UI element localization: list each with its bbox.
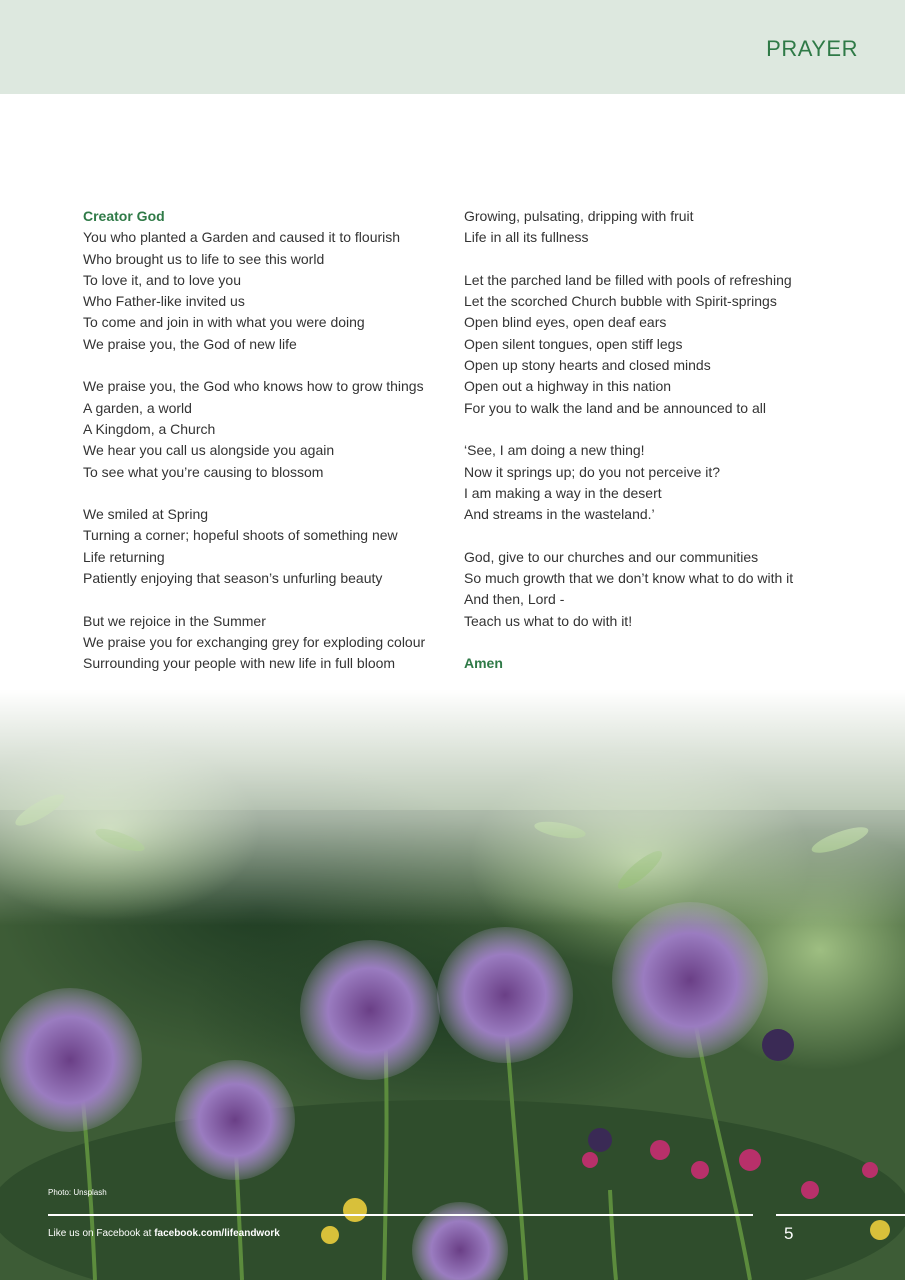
poem-line: Let the scorched Church bubble with Spirit-springs bbox=[464, 293, 777, 310]
stanza-break bbox=[464, 525, 864, 546]
garden-photo bbox=[0, 690, 905, 1280]
poem-line: Patiently enjoying that season’s unfurling beauty bbox=[83, 570, 383, 587]
poem-line: Who brought us to life to see this world bbox=[83, 250, 325, 267]
footer-facebook-note bbox=[48, 1228, 280, 1239]
poem-line: For you to walk the land and be announced to all bbox=[464, 399, 766, 416]
poem-line: To love it, and to love you bbox=[83, 271, 241, 288]
stanza-break bbox=[83, 355, 443, 376]
stanza-break bbox=[464, 249, 864, 270]
poem-line: Who Father-like invited us bbox=[83, 293, 245, 310]
poem-line: We hear you call us alongside you again bbox=[83, 442, 335, 459]
poem-line: And then, Lord - bbox=[464, 591, 565, 608]
section-title: PRAYER bbox=[766, 36, 858, 61]
poem-heading: Amen bbox=[464, 655, 503, 672]
poem-line: So much growth that we don’t know what to do with it bbox=[464, 570, 794, 587]
poem-line: But we rejoice in the Summer bbox=[83, 612, 266, 629]
poem-line: Open out a highway in this nation bbox=[464, 378, 672, 395]
poem-line: Open blind eyes, open deaf ears bbox=[464, 314, 667, 331]
poem-line: We praise you, the God who knows how to grow things bbox=[83, 378, 424, 395]
poem-left-column bbox=[83, 206, 443, 675]
photo-credit: Photo: Unsplash bbox=[48, 1188, 107, 1197]
footer-rule bbox=[48, 1214, 753, 1216]
poem-line: We smiled at Spring bbox=[83, 506, 209, 523]
poem-line: Open silent tongues, open stiff legs bbox=[464, 335, 683, 352]
poem-line: Life in all its fullness bbox=[464, 229, 589, 246]
poem-line: To come and join in with what you were doing bbox=[83, 314, 365, 331]
poem-line: I am making a way in the desert bbox=[464, 484, 662, 501]
poem-line: A garden, a world bbox=[83, 399, 192, 416]
facebook-link[interactable]: facebook.com/lifeandwork bbox=[154, 1228, 280, 1239]
stanza-break bbox=[464, 632, 864, 653]
poem-line: You who planted a Garden and caused it to flourish bbox=[83, 229, 401, 246]
poem-line: A Kingdom, a Church bbox=[83, 420, 216, 437]
poem-line: Let the parched land be filled with pools of refreshing bbox=[464, 271, 792, 288]
poem-right-column bbox=[464, 206, 864, 675]
page-number: 5 bbox=[784, 1224, 794, 1243]
poem-line: Growing, pulsating, dripping with fruit bbox=[464, 208, 694, 224]
poem-line: Teach us what to do with it! bbox=[464, 612, 633, 629]
allium-garden-image bbox=[0, 690, 905, 1280]
poem-line: Now it springs up; do you not perceive it? bbox=[464, 463, 721, 480]
poem-line: And streams in the wasteland.’ bbox=[464, 506, 655, 523]
poem-line: Open up stony hearts and closed minds bbox=[464, 357, 711, 374]
poem-heading: Creator God bbox=[83, 208, 165, 224]
poem-line: God, give to our churches and our communities bbox=[464, 548, 759, 565]
poem-line: Surrounding your people with new life in full bloom bbox=[83, 655, 396, 672]
poem-line: We praise you for exchanging grey for exploding colour bbox=[83, 633, 426, 650]
stanza-break bbox=[464, 419, 864, 440]
poem-line: We praise you, the God of new life bbox=[83, 335, 297, 352]
poem-line: Life returning bbox=[83, 548, 165, 565]
footer-rule-right bbox=[776, 1214, 905, 1216]
footer-like-prefix: Like us on Facebook at bbox=[48, 1228, 155, 1239]
poem-line: Turning a corner; hopeful shoots of something new bbox=[83, 527, 398, 544]
poem-line: To see what you’re causing to blossom bbox=[83, 463, 324, 480]
stanza-break bbox=[83, 483, 443, 504]
poem-line: ‘See, I am doing a new thing! bbox=[464, 442, 645, 459]
stanza-break bbox=[83, 589, 443, 610]
